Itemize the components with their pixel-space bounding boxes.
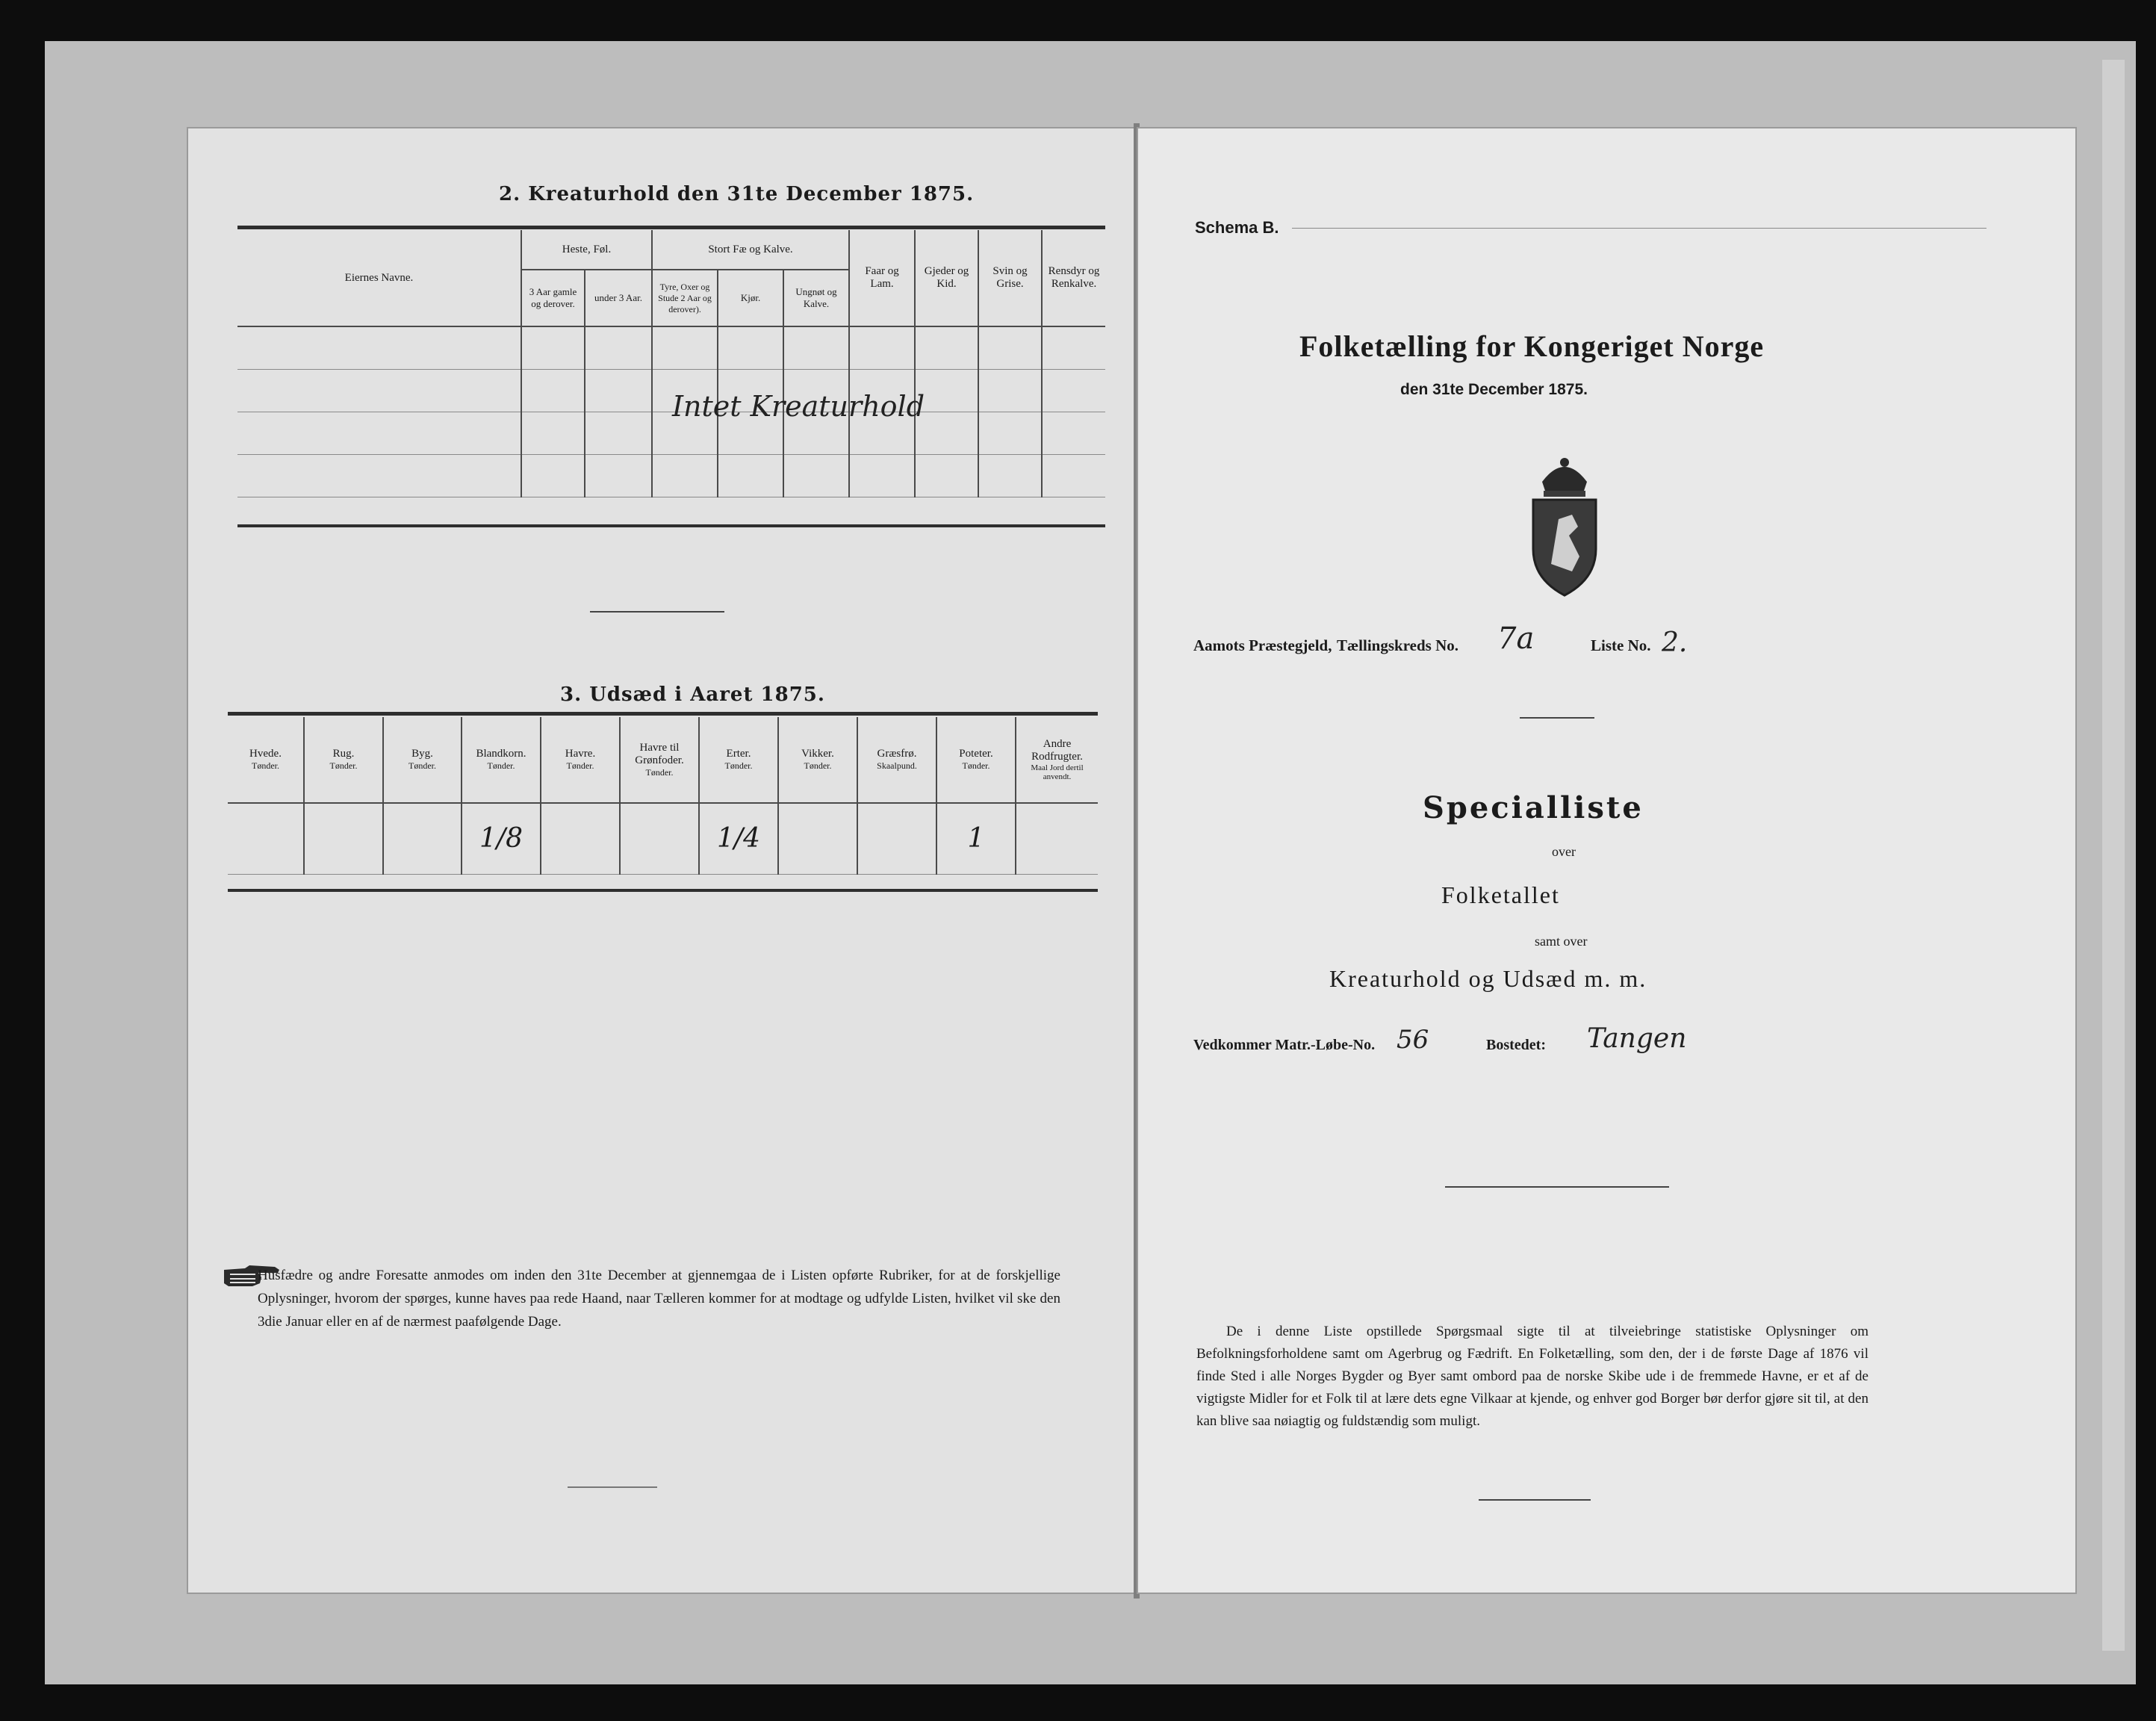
col-sheep: Faar og Lam. — [849, 230, 915, 326]
matr-label: Vedkommer Matr.-Løbe-No. — [1193, 1037, 1376, 1053]
section2-title: 2. Kreaturhold den 31te December 1875. — [499, 183, 975, 205]
val-andre-rodfrugter — [1016, 803, 1098, 874]
district-value: 7a — [1497, 621, 1535, 656]
col-rug: Rug. Tønder. — [304, 717, 383, 803]
val-havre — [541, 803, 620, 874]
divider-right-3 — [1479, 1499, 1591, 1501]
val-hvede — [228, 803, 304, 874]
col-blandkorn: Blandkorn. Tønder. — [462, 717, 541, 803]
matr-value: 56 — [1397, 1025, 1429, 1055]
kreaturhold-text: Kreaturhold og Udsæd m. m. — [1329, 965, 1647, 992]
divider-right-2 — [1445, 1186, 1669, 1188]
col-vikker: Vikker. Tønder. — [778, 717, 857, 803]
sowing-table — [228, 717, 1098, 875]
val-byg — [383, 803, 462, 874]
col-erter: Erter. Tønder. — [699, 717, 778, 803]
district-label: Tællingskreds No. — [1337, 636, 1458, 654]
section2-bottom-rule — [237, 524, 1105, 527]
schema-label: Schema B. — [1195, 218, 1279, 237]
col-graesfro: Græsfrø. Skaalpund. — [857, 717, 936, 803]
col-hvede: Hvede. Tønder. — [228, 717, 304, 803]
val-havre-gronfoder — [620, 803, 699, 874]
col-horses-old: 3 Aar gamle og derover. — [521, 270, 585, 326]
samt-over-text: samt over — [1535, 934, 1588, 949]
col-cattle: Stort Fæ og Kalve. — [652, 230, 849, 270]
divider — [590, 611, 724, 613]
next-page-edge — [2102, 60, 2125, 1651]
census-date: den 31te December 1875. — [1400, 381, 1588, 398]
notice-text: Husfædre og andre Foresatte anmodes om inden den 31te December at gjennemgaa de i Listen opførte Rubriker, for at de forskjellige Oplysninger, hvorom der spørges, kunne haves paa rede Haand, naar Tælleren kommer for at modtage og udfylde Listen, hvilket vil ske den 3die Januar eller en af de nærmest paafølgende Dage. — [258, 1268, 1060, 1330]
parish-label: Aamots Præstegjeld, — [1193, 636, 1332, 654]
col-horses: Heste, Føl. — [521, 230, 652, 270]
bosted-value: Tangen — [1587, 1023, 1687, 1054]
col-pigs: Svin og Grise. — [978, 230, 1042, 326]
schema-rule — [1292, 228, 1986, 229]
section3-bottom-rule — [228, 889, 1098, 892]
val-blandkorn: 1/8 — [462, 803, 541, 874]
norwegian-coat-of-arms-icon — [1520, 452, 1609, 601]
bosted-label: Bostedet: — [1486, 1037, 1546, 1053]
col-cattle-young: Ungnøt og Kalve. — [783, 270, 849, 326]
handwritten-no-livestock: Intet Kreaturhold — [672, 390, 925, 423]
col-havre-gronfoder: Havre til Grønfoder. Tønder. — [620, 717, 699, 803]
divider-right — [1520, 717, 1594, 719]
census-title: Folketælling for Kongeriget Norge — [1299, 329, 1765, 363]
col-poteter: Poteter. Tønder. — [936, 717, 1016, 803]
livestock-table — [237, 230, 1105, 497]
col-goats: Gjeder og Kid. — [915, 230, 978, 326]
col-byg: Byg. Tønder. — [383, 717, 462, 803]
section2-top-rule — [237, 226, 1105, 229]
specialliste-heading: Specialliste — [1423, 790, 1644, 825]
section3-title: 3. Udsæd i Aaret 1875. — [560, 683, 825, 706]
col-cattle-bulls: Tyre, Oxer og Stude 2 Aar og derover). — [652, 270, 718, 326]
col-andre-rodfrugter: Andre Rodfrugter. Maal Jord dertil anvendt. — [1016, 717, 1098, 803]
intro-text: De i denne Liste opstillede Spørgsmaal sigte til at tilveiebringe statistiske Oplysninger om Befolkningsforholdene samt om Agerbrug og Fædrift. En Folketælling, som den, der i de første Dage af 1876 vil finde Sted i alle Norges Bygder og Byer samt ombord paa de norske Skibe ude i de fremmede Havne, er et af de vigtigste Midler for et Folk til at lære dets egne Vilkaar at kjende, og enhver god Borger bør derfor gjøre sit til, at den kan blive saa nøiagtig og fuldstændig som muligt. — [1196, 1324, 1868, 1429]
val-poteter: 1 — [936, 803, 1016, 874]
list-label: Liste No. — [1591, 636, 1651, 654]
left-bottom-mark — [568, 1486, 657, 1488]
section3-top-rule — [228, 712, 1098, 716]
val-rug — [304, 803, 383, 874]
col-havre: Havre. Tønder. — [541, 717, 620, 803]
over-text: over — [1552, 844, 1576, 859]
list-value: 2. — [1662, 627, 1688, 658]
val-erter: 1/4 — [699, 803, 778, 874]
col-cattle-cows: Kjør. — [718, 270, 783, 326]
val-graesfro — [857, 803, 936, 874]
col-reindeer: Rensdyr og Renkalve. — [1042, 230, 1105, 326]
folketallet-text: Folketallet — [1441, 881, 1560, 908]
val-vikker — [778, 803, 857, 874]
col-owner: Eiernes Navne. — [237, 230, 521, 326]
col-horses-young: under 3 Aar. — [585, 270, 652, 326]
